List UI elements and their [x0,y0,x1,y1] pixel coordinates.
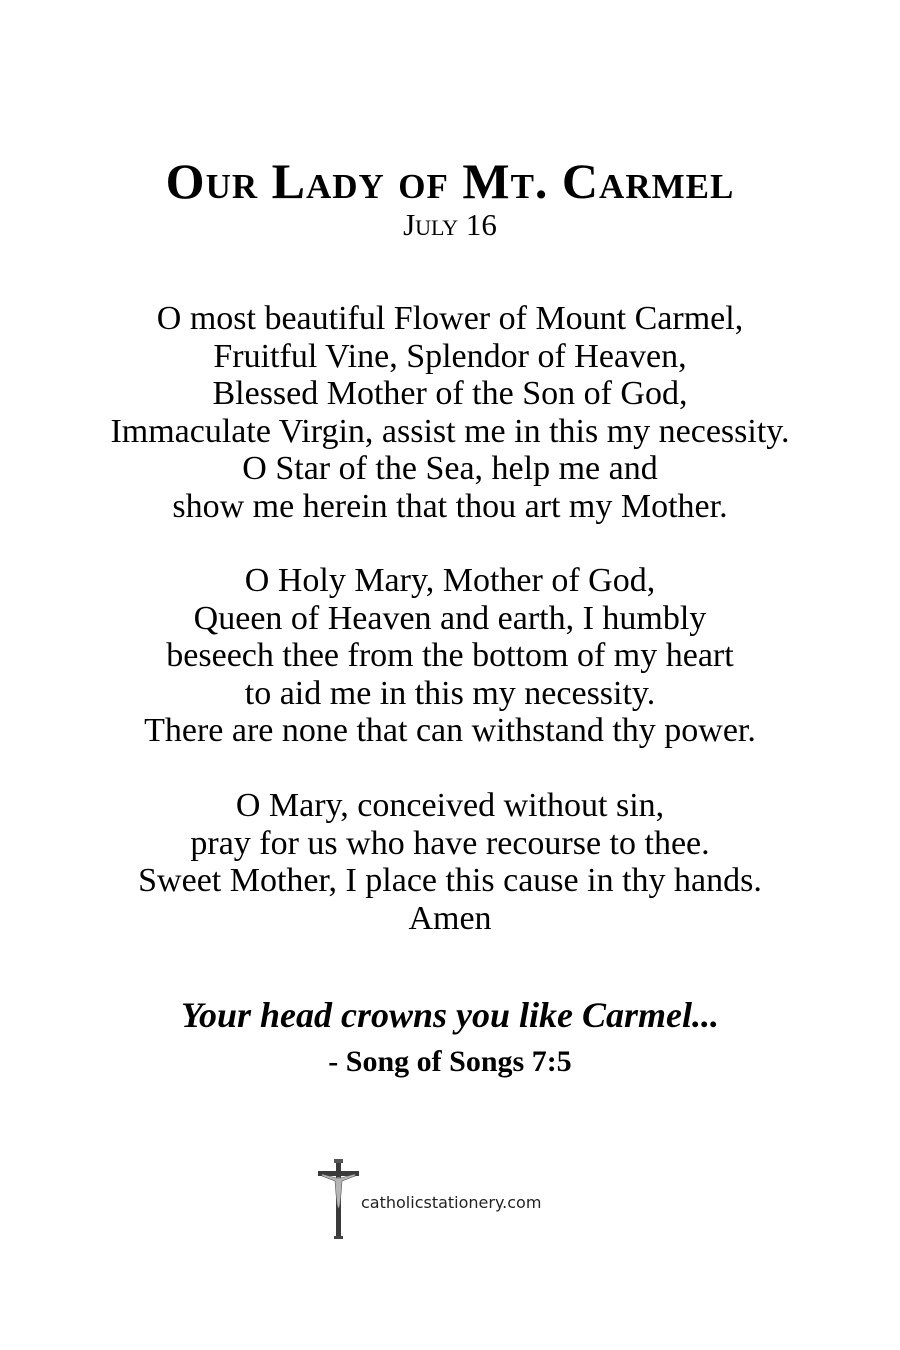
page-title: Our Lady of Mt. Carmel [165,153,735,209]
scripture-quote: Your head crowns you like Carmel... [180,995,720,1035]
website-label: catholicstationery.com [361,1193,542,1212]
prayer-line: to aid me in this my necessity. [244,674,656,712]
prayer-stanza [0,562,900,750]
prayer-line: show me herein that thou art my Mother. [172,487,728,525]
prayer-line: pray for us who have recourse to thee. [190,824,710,862]
prayer-line: Immaculate Virgin, assist me in this my necessity. [110,412,790,450]
prayer-line: Sweet Mother, I place this cause in thy hands. [138,862,762,899]
prayer-line: O Mary, conceived without sin, [235,787,665,824]
prayer-line: Blessed Mother of the Son of God, [212,375,688,412]
prayer-stanza [0,787,900,937]
prayer-line: Amen [408,899,492,937]
prayer-line: beseech thee from the bottom of my heart [166,637,734,674]
prayer-stanza [0,300,900,525]
prayer-line: O most beautiful Flower of Mount Carmel, [156,300,744,337]
feast-date: July 16 [403,207,497,242]
footer-logo [314,1158,594,1240]
prayer-line: Fruitful Vine, Splendor of Heaven, [213,337,687,375]
prayer-line: Queen of Heaven and earth, I humbly [193,599,707,637]
prayer-line: There are none that can withstand thy power. [144,712,756,749]
prayer-line: O Holy Mary, Mother of God, [244,562,656,599]
scripture-citation: - Song of Songs 7:5 [328,1045,572,1078]
crucifix-icon [314,1158,362,1240]
prayer-line: O Star of the Sea, help me and [242,450,658,487]
